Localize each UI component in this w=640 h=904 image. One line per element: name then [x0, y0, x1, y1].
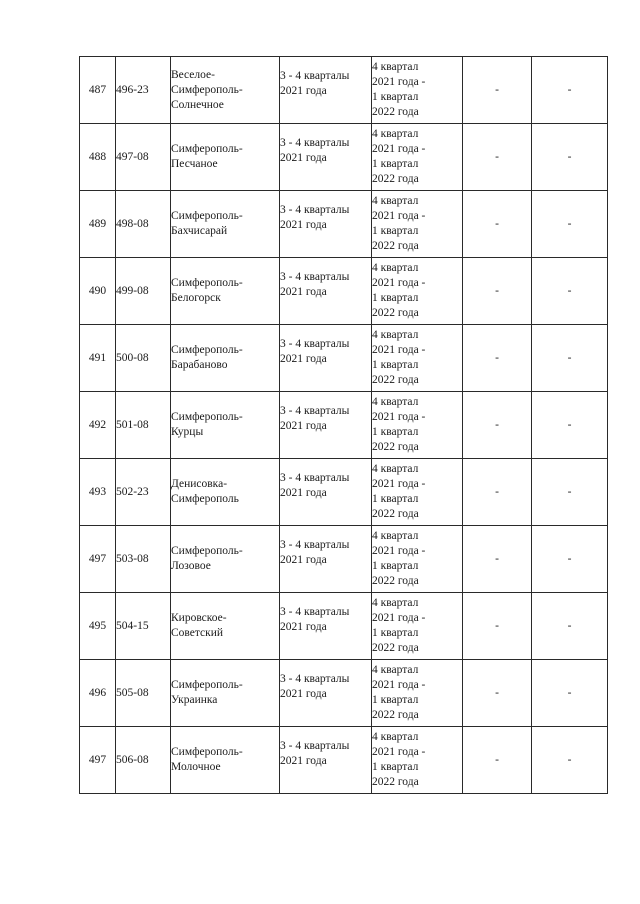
end-period-line: 4 квартал	[372, 530, 419, 542]
route-name-line: Симферополь-	[171, 411, 243, 423]
start-period-line: 3 - 4 кварталы	[280, 271, 350, 283]
start-period-cell	[280, 526, 372, 593]
route-name-line: Симферополь-	[171, 143, 243, 155]
table-row	[80, 57, 608, 124]
empty-value-cell: -	[532, 593, 608, 660]
route-name-cell	[171, 593, 280, 660]
start-period-line: 3 - 4 кварталы	[280, 606, 350, 618]
table-row	[80, 526, 608, 593]
end-period-cell	[372, 727, 463, 794]
table-row	[80, 191, 608, 258]
end-period-line: 2022 года	[372, 240, 419, 252]
route-code-cell: 501-08	[116, 392, 171, 459]
empty-value-cell: -	[463, 727, 532, 794]
end-period-line: 1 квартал	[372, 560, 419, 572]
route-name-line: Украинка	[171, 694, 218, 706]
start-period-cell	[280, 325, 372, 392]
start-period-line: 2021 года	[280, 219, 327, 231]
end-period-line: 2022 года	[372, 441, 419, 453]
end-period-cell	[372, 258, 463, 325]
row-number-cell: 489	[80, 191, 116, 258]
start-period-line: 3 - 4 кварталы	[280, 405, 350, 417]
row-number-cell: 490	[80, 258, 116, 325]
route-code-cell: 500-08	[116, 325, 171, 392]
end-period-line: 4 квартал	[372, 597, 419, 609]
end-period-line: 2022 года	[372, 307, 419, 319]
route-code-cell: 502-23	[116, 459, 171, 526]
start-period-line: 3 - 4 кварталы	[280, 740, 350, 752]
end-period-line: 1 квартал	[372, 694, 419, 706]
route-name-cell	[171, 526, 280, 593]
start-period-line: 3 - 4 кварталы	[280, 204, 350, 216]
empty-value-cell: -	[532, 526, 608, 593]
row-number-cell: 496	[80, 660, 116, 727]
route-name-line: Симферополь-	[171, 344, 243, 356]
start-period-line: 2021 года	[280, 755, 327, 767]
empty-value-cell: -	[463, 325, 532, 392]
end-period-cell	[372, 459, 463, 526]
route-code-cell: 506-08	[116, 727, 171, 794]
end-period-line: 1 квартал	[372, 426, 419, 438]
end-period-cell	[372, 660, 463, 727]
route-name-line: Веселое-	[171, 68, 215, 81]
empty-value-cell: -	[532, 325, 608, 392]
table-row	[80, 660, 608, 727]
end-period-line: 2021 года -	[372, 612, 426, 624]
end-period-line: 2021 года -	[372, 545, 426, 557]
start-period-cell	[280, 57, 372, 124]
start-period-line: 2021 года	[280, 420, 327, 432]
start-period-line: 3 - 4 кварталы	[280, 338, 350, 350]
start-period-line: 2021 года	[280, 85, 327, 97]
row-number-cell: 495	[80, 593, 116, 660]
table-row	[80, 124, 608, 191]
route-name-line: Симферополь-	[171, 210, 243, 222]
end-period-line: 2021 года -	[372, 344, 426, 356]
route-name-cell	[171, 325, 280, 392]
route-code-cell: 498-08	[116, 191, 171, 258]
start-period-line: 2021 года	[280, 554, 327, 566]
row-number-cell: 492	[80, 392, 116, 459]
start-period-line: 2021 года	[280, 487, 327, 499]
start-period-cell	[280, 392, 372, 459]
end-period-line: 4 квартал	[372, 61, 419, 73]
empty-value-cell: -	[463, 660, 532, 727]
start-period-cell	[280, 593, 372, 660]
end-period-line: 1 квартал	[372, 761, 419, 773]
end-period-cell	[372, 392, 463, 459]
row-number-cell: 487	[80, 57, 116, 124]
route-code-cell: 503-08	[116, 526, 171, 593]
route-name-line: Молочное	[171, 761, 221, 773]
end-period-line: 1 квартал	[372, 627, 419, 639]
empty-value-cell: -	[532, 459, 608, 526]
end-period-line: 2022 года	[372, 642, 419, 654]
empty-value-cell: -	[463, 191, 532, 258]
route-name-line: Песчаное	[171, 158, 218, 170]
start-period-line: 2021 года	[280, 621, 327, 633]
end-period-cell	[372, 325, 463, 392]
table-row	[80, 593, 608, 660]
empty-value-cell: -	[532, 191, 608, 258]
empty-value-cell: -	[463, 258, 532, 325]
end-period-cell	[372, 593, 463, 660]
route-code-cell: 504-15	[116, 593, 171, 660]
row-number-cell: 493	[80, 459, 116, 526]
end-period-line: 4 квартал	[372, 463, 419, 475]
route-name-cell	[171, 727, 280, 794]
route-name-cell	[171, 660, 280, 727]
end-period-line: 2022 года	[372, 575, 419, 587]
start-period-cell	[280, 124, 372, 191]
route-name-line: Советский	[171, 627, 224, 639]
table-row	[80, 392, 608, 459]
start-period-line: 3 - 4 кварталы	[280, 70, 350, 82]
table-row	[80, 459, 608, 526]
route-name-line: Симферополь-	[171, 679, 243, 691]
route-code-cell: 505-08	[116, 660, 171, 727]
empty-value-cell: -	[463, 124, 532, 191]
start-period-line: 2021 года	[280, 353, 327, 365]
end-period-line: 2022 года	[372, 374, 419, 386]
table-row	[80, 258, 608, 325]
empty-value-cell: -	[463, 459, 532, 526]
end-period-line: 4 квартал	[372, 731, 419, 743]
end-period-line: 2021 года -	[372, 143, 426, 155]
end-period-line: 1 квартал	[372, 158, 419, 170]
end-period-line: 2022 года	[372, 173, 419, 185]
route-name-line: Симферополь-	[171, 746, 243, 758]
end-period-line: 1 квартал	[372, 91, 419, 103]
empty-value-cell: -	[532, 660, 608, 727]
start-period-cell	[280, 191, 372, 258]
start-period-cell	[280, 459, 372, 526]
end-period-line: 4 квартал	[372, 664, 419, 676]
end-period-cell	[372, 57, 463, 124]
route-name-line: Бахчисарай	[171, 225, 228, 237]
schedule-table	[79, 56, 608, 794]
table-row	[80, 727, 608, 794]
empty-value-cell: -	[532, 258, 608, 325]
end-period-line: 4 квартал	[372, 128, 419, 140]
route-code-cell: 499-08	[116, 258, 171, 325]
end-period-line: 2022 года	[372, 106, 419, 118]
end-period-cell	[372, 124, 463, 191]
end-period-line: 2022 года	[372, 776, 419, 788]
end-period-line: 4 квартал	[372, 195, 419, 207]
end-period-line: 1 квартал	[372, 225, 419, 237]
end-period-cell	[372, 191, 463, 258]
end-period-line: 1 квартал	[372, 359, 419, 371]
route-name-cell	[171, 57, 280, 124]
end-period-line: 1 квартал	[372, 493, 419, 505]
start-period-line: 2021 года	[280, 286, 327, 298]
end-period-cell	[372, 526, 463, 593]
route-name-line: Симферополь	[171, 493, 239, 505]
start-period-cell	[280, 727, 372, 794]
route-name-line: Барабаново	[171, 359, 228, 371]
start-period-cell	[280, 258, 372, 325]
route-name-cell	[171, 258, 280, 325]
route-name-cell	[171, 191, 280, 258]
route-name-cell	[171, 124, 280, 191]
empty-value-cell: -	[532, 727, 608, 794]
start-period-line: 3 - 4 кварталы	[280, 539, 350, 551]
route-name-line: Лозовое	[171, 560, 211, 572]
empty-value-cell: -	[532, 57, 608, 124]
end-period-line: 2021 года -	[372, 210, 426, 222]
empty-value-cell: -	[532, 124, 608, 191]
empty-value-cell: -	[463, 526, 532, 593]
end-period-line: 1 квартал	[372, 292, 419, 304]
end-period-line: 4 квартал	[372, 396, 419, 408]
end-period-line: 4 квартал	[372, 329, 419, 341]
empty-value-cell: -	[463, 593, 532, 660]
start-period-line: 2021 года	[280, 688, 327, 700]
route-name-line: Курцы	[171, 426, 204, 438]
route-name-cell	[171, 459, 280, 526]
route-name-line: Симферополь-	[171, 545, 243, 557]
row-number-cell: 497	[80, 727, 116, 794]
row-number-cell: 491	[80, 325, 116, 392]
route-code-cell: 496-23	[116, 57, 171, 124]
route-name-line: Симферополь-	[171, 277, 243, 289]
route-name-line: Кировское-	[171, 612, 227, 624]
end-period-line: 2021 года -	[372, 478, 426, 490]
route-name-cell	[171, 392, 280, 459]
end-period-line: 2022 года	[372, 709, 419, 721]
start-period-line: 3 - 4 кварталы	[280, 472, 350, 484]
start-period-line: 3 - 4 кварталы	[280, 137, 350, 149]
start-period-line: 3 - 4 кварталы	[280, 673, 350, 685]
empty-value-cell: -	[463, 392, 532, 459]
empty-value-cell: -	[532, 392, 608, 459]
table-row	[80, 325, 608, 392]
end-period-line: 2021 года -	[372, 746, 426, 758]
route-name-line: Симферополь-	[171, 83, 243, 96]
start-period-cell	[280, 660, 372, 727]
route-name-line: Солнечное	[171, 98, 224, 111]
end-period-line: 4 квартал	[372, 262, 419, 274]
route-name-line: Белогорск	[171, 292, 221, 304]
route-name-line: Денисовка-	[171, 478, 228, 490]
end-period-line: 2021 года -	[372, 679, 426, 691]
end-period-line: 2022 года	[372, 508, 419, 520]
row-number-cell: 497	[80, 526, 116, 593]
route-code-cell: 497-08	[116, 124, 171, 191]
empty-value-cell: -	[463, 57, 532, 124]
end-period-line: 2021 года -	[372, 411, 426, 423]
end-period-line: 2021 года -	[372, 277, 426, 289]
row-number-cell: 488	[80, 124, 116, 191]
end-period-line: 2021 года -	[372, 76, 426, 88]
start-period-line: 2021 года	[280, 152, 327, 164]
